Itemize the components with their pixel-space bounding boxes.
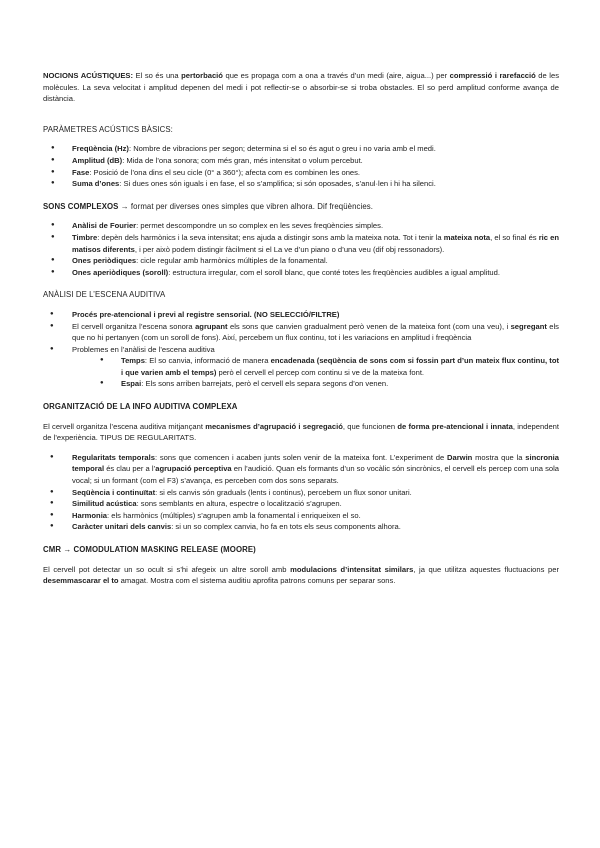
list-item: ● Regularitats temporals: sons que comencen i acaben junts solen venir de la mateixa font. L’experiment de Darwin mostra que la sincronia temporal és clau per a l’agrupació perceptiva en l’audició. Quan els formants d’un so vocàlic són sincrònics, el cervell els percep com una sola vocal; si un formant (com el F3) s’avança, es perceben com dos sons separats.: [51, 452, 559, 487]
list-item: ● Procés pre-atencional i previ al registre sensorial. (NO SELECCIÓ/FILTRE): [51, 309, 559, 321]
regularities-list: [43, 452, 559, 533]
list-item: ● Harmonia: els harmònics (múltiples) s’agrupen amb la fonamental i enriqueixen el so.: [51, 510, 559, 522]
intro-paragraph: NOCIONS ACÚSTIQUES: El so és una pertorbació que es propaga com a ona a través d’un medi (aire, aigua...) per compressió i rarefacció de les molècules. La seva velocitat i amplitud depenen del medi i pot reflectir-se o absorbir-se si troba obstacles. El so perd amplitud conforme avança de distància.: [43, 71, 559, 104]
list-item: ● Temps: El so canvia, informació de manera encadenada (seqüència de sons com si fossin part d’un mateix flux continu, tot i que varien amb el temps) però el cervell el percep com continu si ve de la mateixa font.: [100, 355, 559, 378]
list-item: ● Anàlisi de Fourier: permet descompondre un so complex en les seves freqüències simples.: [51, 220, 559, 232]
list-item: ● Problemes en l’anàlisi de l’escena auditiva: [51, 344, 559, 356]
heading-complex-info-organization: ORGANITZACIÓ DE LA INFO AUDITIVA COMPLEXA: [43, 402, 238, 412]
list-item: ● Espai: Els sons arriben barrejats, però el cervell els separa segons d’on venen.: [100, 378, 559, 390]
list-item: ● Freqüència (Hz): Nombre de vibracions per segon; determina si el so és agut o greu i no varia amb el medi.: [51, 143, 559, 155]
list-item: ● Fase: Posició de l’ona dins el seu cicle (0° a 360°); afecta com es combinen les ones.: [51, 167, 559, 179]
cmr-paragraph: El cervell pot detectar un so ocult si s’hi afegeix un altre soroll amb modulacions d’intensitat similars, ja que utilitza aquestes fluctuacions per desemmascarar el to amagat. Mostra com el sistema auditiu aprofita patrons comuns per separar sons.: [43, 564, 560, 586]
heading-acoustic-parameters: PARÀMETRES ACÚSTICS BÀSICS:: [43, 124, 173, 134]
list-item: ● Seqüència i continuïtat: si els canvis són graduals (lents i continus), percebem un flux sonor unitari.: [51, 487, 559, 499]
complex-sounds-list: [43, 220, 559, 278]
acoustic-parameters-list: [43, 143, 559, 189]
auditory-scene-list: [43, 309, 559, 355]
list-item: ● El cervell organitza l’escena sonora agrupant els sons que canvien gradualment però venen de la mateixa font (com una veu), i segregant els que no hi pertanyen (com un soroll de fons). Així, percebem un flux continu, tot i les variacions en amplitud i freqüència: [51, 321, 559, 344]
list-item: ● Timbre: depèn dels harmònics i la seva intensitat; ens ajuda a distingir sons amb la mateixa nota. Tot i tenir la mateixa nota, el so final és ric en matisos diferents, i per això podem distingir fàcilment si el La ve d’un piano o d’una veu (dif obj ressonadors).: [51, 232, 559, 255]
intro-title: NOCIONS ACÚSTIQUES:: [43, 71, 134, 80]
auditory-scene-sublist: [43, 355, 559, 390]
list-item: ● Ones aperiòdiques (soroll): estructura irregular, com el soroll blanc, que conté totes les freqüències audibles a igual amplitud.: [51, 267, 559, 279]
heading-auditory-scene: ANÀLISI DE L’ESCENA AUDITIVA: [43, 290, 166, 300]
heading-cmr: CMR → COMODULATION MASKING RELEASE (MOORE): [43, 545, 256, 554]
list-item: ● Amplitud (dB): Mida de l’ona sonora; com més gran, més intensitat o volum percebut.: [51, 155, 559, 167]
organization-paragraph: El cervell organitza l’escena auditiva mitjançant mecanismes d’agrupació i segregació, que funcionen de forma pre-atencional i innata, independent de l’experiència. TIPUS DE REGULARITATS.: [43, 421, 559, 443]
heading-complex-sounds: SONS COMPLEXOS → format per diverses ones simples que vibren alhora. Dif freqüències.: [43, 201, 374, 211]
list-item: ● Suma d’ones: Si dues ones són iguals i en fase, el so s’amplifica; si són oposades, s’anul·len i hi ha silenci.: [51, 178, 559, 190]
list-item: ● Similitud acústica: sons semblants en altura, espectre o localització s’agrupen.: [51, 498, 559, 510]
document-page: [43, 70, 559, 587]
list-item: ● Caràcter unitari dels canvis: si un so complex canvia, ho fa en tots els seus components alhora.: [51, 521, 559, 533]
list-item: ● Ones periòdiques: cicle regular amb harmònics múltiples de la fonamental.: [51, 255, 559, 267]
